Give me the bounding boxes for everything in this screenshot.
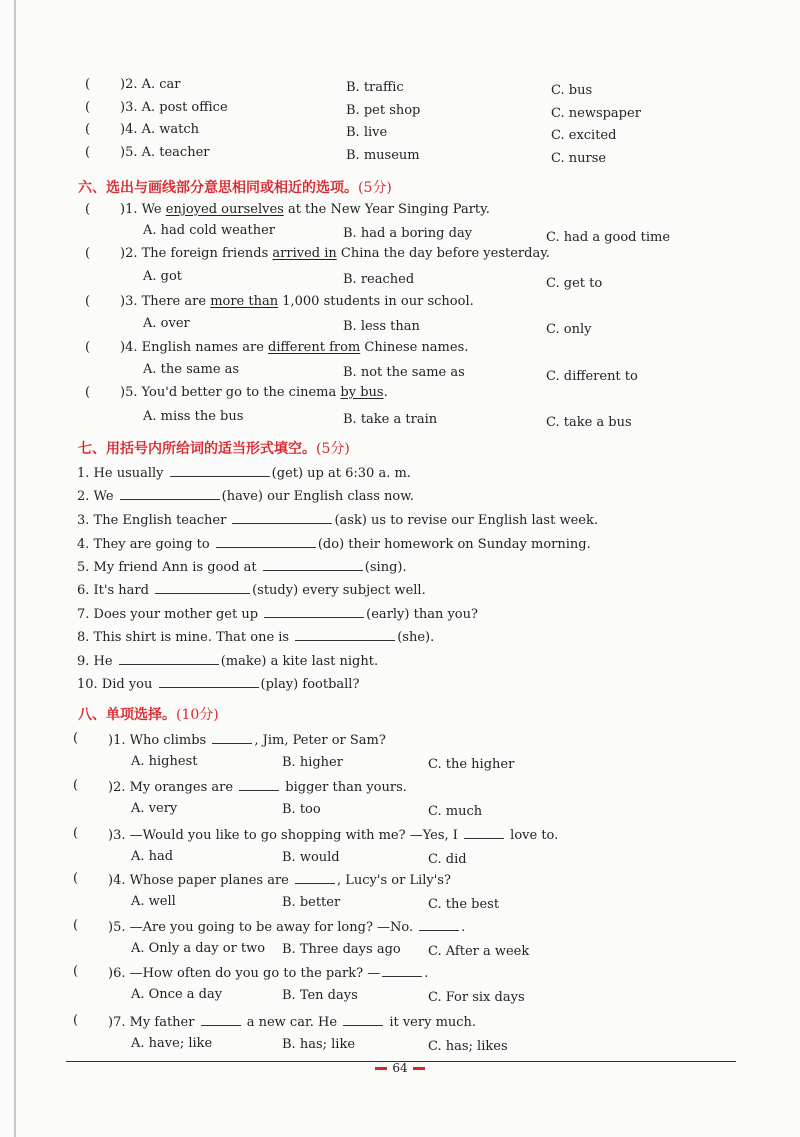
option-a: A. have; like [131,1036,213,1051]
item-pre: 7. Does your mother get up [77,607,263,622]
option-c: C. did [428,852,467,867]
option-c: C. has; likes [428,1039,508,1054]
answer-paren[interactable]: ( [73,918,79,933]
question-mid: , Jim, Peter or Sam? [254,733,386,748]
question-pre: )3. —Would you like to go shopping with me? —Yes, I [108,828,463,843]
option-row-number: )4. A. watch [120,122,200,137]
fill-in-item [77,511,598,529]
item-post: (make) a kite last night. [220,654,379,669]
option-a: A. very [131,801,178,816]
option-b: B. less than [343,319,420,334]
answer-paren[interactable]: ( [85,202,91,217]
question-text [120,202,490,218]
question-pre: )3. There are [120,294,211,309]
answer-paren[interactable]: ( [85,246,91,261]
answer-blank[interactable] [343,1013,383,1026]
question-mid: a new car. He [242,1015,342,1030]
question-mid: . [461,920,466,935]
question-text [108,731,386,749]
answer-paren[interactable]: ( [85,145,91,160]
option-a: A. had cold weather [143,223,276,238]
page-number-dash-left [375,1067,387,1070]
option-a: A. the same as [143,362,240,377]
item-pre: 9. He [77,654,117,669]
question-post: China the day before yesterday. [336,246,550,261]
fill-in-item [77,487,414,505]
option-c: C. get to [546,276,603,291]
answer-blank[interactable] [216,535,316,548]
item-pre: 2. We [77,489,118,504]
answer-blank[interactable] [263,558,363,571]
underlined-phrase: more than [210,294,279,309]
section-6-title [78,179,392,197]
section-8-heading: 八、单项选择。 [78,707,176,723]
option-b: B. take a train [343,412,438,427]
answer-paren[interactable]: ( [85,340,91,355]
option-b: B. museum [346,148,420,163]
option-b: B. would [282,850,340,865]
option-a: A. Only a day or two [131,941,266,956]
answer-paren[interactable]: ( [85,122,91,137]
question-pre: )4. English names are [120,340,269,355]
answer-blank[interactable] [120,487,220,500]
item-pre: 8. This shirt is mine. That one is [77,630,294,645]
section-8-points: (10分) [176,707,219,723]
question-text [120,385,388,401]
item-pre: 10. Did you [77,677,157,692]
item-post: (do) their homework on Sunday morning. [317,537,591,552]
option-c: C. only [546,322,592,337]
option-c: C. take a bus [546,415,632,430]
answer-paren[interactable]: ( [85,100,91,115]
option-a: A. Once a day [131,987,223,1002]
option-c: C. different to [546,369,638,384]
fill-in-item [77,605,478,623]
question-text [108,964,428,982]
answer-blank[interactable] [419,918,459,931]
option-b: B. had a boring day [343,226,473,241]
question-post: . [383,385,388,400]
section-6-heading: 六、选出与画线部分意思相同或相近的选项。 [78,180,358,196]
option-row-number: )2. A. car [120,77,181,92]
answer-paren[interactable]: ( [73,871,79,886]
option-b: B. pet shop [346,103,421,118]
answer-blank[interactable] [239,778,279,791]
fill-in-item [77,558,407,576]
item-pre: 5. My friend Ann is good at [77,560,261,575]
option-b: B. Ten days [282,988,358,1003]
answer-blank[interactable] [212,731,252,744]
item-post: (sing). [364,560,407,575]
item-pre: 4. They are going to [77,537,214,552]
question-pre: )1. We [120,202,166,217]
question-pre: )5. —Are you going to be away for long? —No. [108,920,418,935]
question-text [108,778,407,796]
item-post: (get) up at 6:30 a. m. [271,466,411,481]
option-c: C. the best [428,897,500,912]
question-pre: )1. Who climbs [108,733,211,748]
option-b: B. reached [343,272,415,287]
answer-blank[interactable] [464,826,504,839]
item-post: (early) than you? [366,607,478,622]
option-a: A. well [131,894,176,909]
answer-paren[interactable]: ( [73,778,79,793]
answer-blank[interactable] [159,675,259,688]
fill-in-item [77,675,359,693]
option-row-number: )3. A. post office [120,100,228,115]
underlined-phrase: enjoyed ourselves [165,202,284,217]
option-c: C. excited [551,128,617,143]
question-pre: )5. You'd better go to the cinema [120,385,341,400]
option-a: A. got [143,269,183,284]
answer-paren[interactable]: ( [73,731,79,746]
option-b: B. traffic [346,80,404,95]
question-mid: love to. [506,828,559,843]
section-8-title [78,706,219,724]
answer-blank[interactable] [170,464,270,477]
answer-blank[interactable] [295,871,335,884]
fill-in-item [77,581,426,599]
answer-blank[interactable] [264,605,364,618]
option-b: B. higher [282,755,343,770]
question-pre: )7. My father [108,1015,199,1030]
answer-blank[interactable] [232,511,332,524]
answer-blank[interactable] [201,1013,241,1026]
answer-blank[interactable] [119,652,219,665]
option-c: C. nurse [551,151,607,166]
question-mid2: it very much. [385,1015,477,1030]
answer-paren[interactable]: ( [85,77,91,92]
question-pre: )6. —How often do you go to the park? — [108,966,381,981]
option-c: C. the higher [428,757,515,772]
option-row-number: )5. A. teacher [120,145,210,160]
option-b: B. Three days ago [282,942,401,957]
item-post: (study) every subject well. [252,583,426,598]
fill-in-item [77,535,591,553]
option-c: C. bus [551,83,593,98]
answer-paren[interactable]: ( [73,1013,79,1028]
item-post: (play) football? [260,677,360,692]
page-number-dash-right [413,1067,425,1070]
question-mid: . [424,966,429,981]
question-post: at the New Year Singing Party. [283,202,490,217]
section-7-heading: 七、用括号内所给词的适当形式填空。 [78,441,316,457]
question-pre: )4. Whose paper planes are [108,873,293,888]
question-text [108,1013,476,1031]
answer-blank[interactable] [382,964,422,977]
answer-blank[interactable] [295,628,395,641]
option-a: A. highest [131,754,198,769]
fill-in-item [77,464,411,482]
question-mid: , Lucy's or Lily's? [337,873,451,888]
option-b: B. has; like [282,1037,356,1052]
underlined-phrase: by bus [340,385,384,400]
question-text [108,826,558,844]
item-pre: 3. The English teacher [77,513,231,528]
item-pre: 1. He usually [77,466,168,481]
answer-paren[interactable]: ( [73,964,79,979]
option-c: C. After a week [428,944,530,959]
question-mid: bigger than yours. [281,780,407,795]
question-text [108,918,465,936]
question-text [120,340,468,356]
item-post: (ask) us to revise our English last week. [334,513,598,528]
option-a: A. had [131,849,174,864]
answer-blank[interactable] [155,581,250,594]
underlined-phrase: different from [268,340,361,355]
question-post: Chinese names. [360,340,469,355]
page-number: 64 [0,1060,800,1076]
option-c: C. For six days [428,990,525,1005]
answer-paren[interactable]: ( [85,294,91,309]
section-7-points: (5分) [316,441,350,457]
option-c: C. much [428,804,483,819]
question-text [108,871,451,889]
option-b: B. live [346,125,388,140]
option-c: C. newspaper [551,106,641,121]
question-pre: )2. The foreign friends [120,246,273,261]
option-b: B. better [282,895,341,910]
answer-paren[interactable]: ( [85,385,91,400]
section-7-title [78,440,350,458]
option-b: B. not the same as [343,365,465,380]
question-pre: )2. My oranges are [108,780,238,795]
item-post: (have) our English class now. [221,489,414,504]
section-6-points: (5分) [358,180,392,196]
item-pre: 6. It's hard [77,583,154,598]
fill-in-item [77,628,434,646]
option-b: B. too [282,802,321,817]
option-c: C. had a good time [546,230,671,245]
fill-in-item [77,652,378,670]
question-text [120,294,474,310]
underlined-phrase: arrived in [272,246,337,261]
option-a: A. miss the bus [143,409,244,424]
option-a: A. over [143,316,190,331]
question-post: 1,000 students in our school. [278,294,474,309]
answer-paren[interactable]: ( [73,826,79,841]
question-text [120,246,550,262]
item-post: (she). [397,630,435,645]
